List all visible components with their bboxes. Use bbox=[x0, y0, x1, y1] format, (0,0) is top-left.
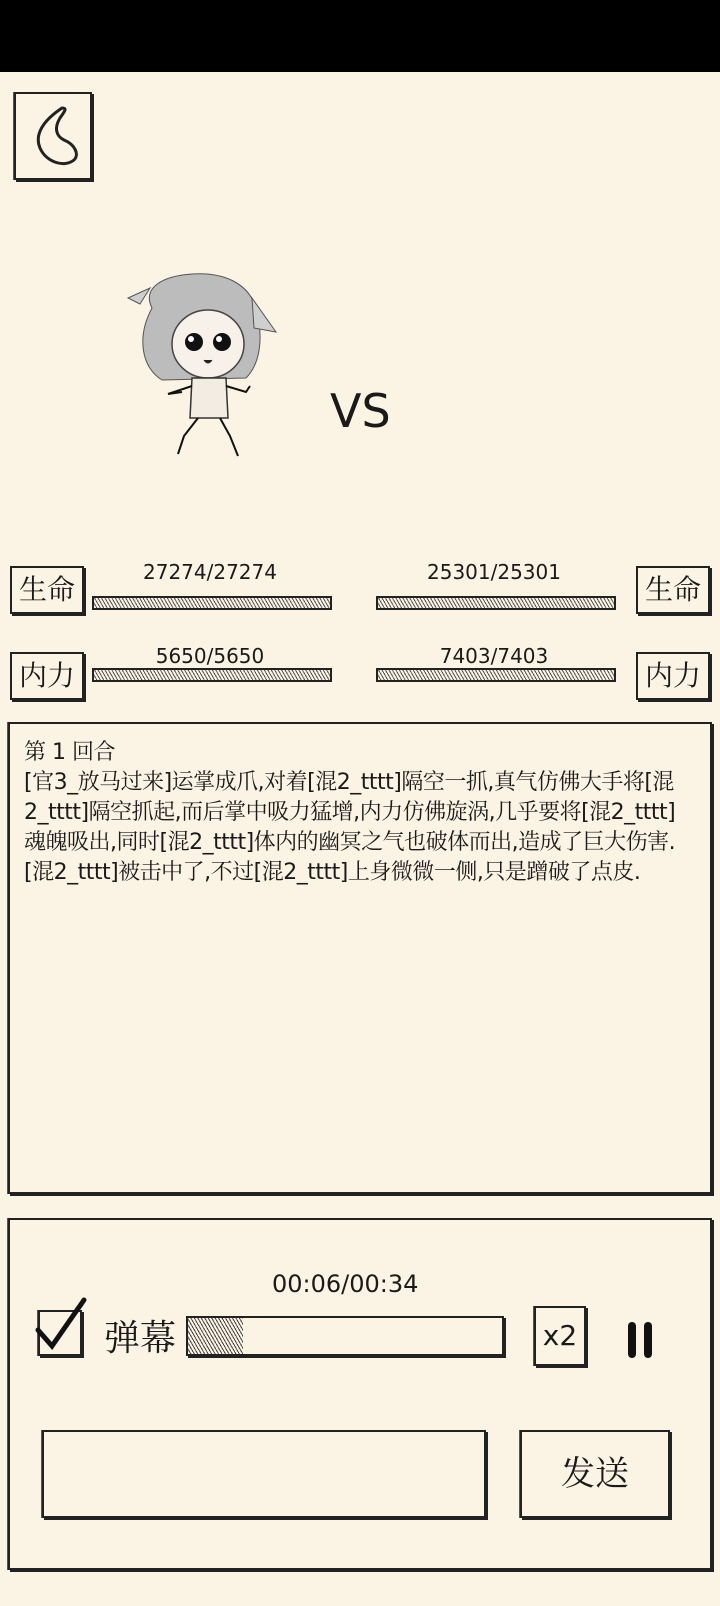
speed-button[interactable]: x2 bbox=[534, 1306, 586, 1366]
right-hp-label: 生命 bbox=[636, 566, 710, 614]
right-hp-bar bbox=[376, 596, 616, 610]
back-button[interactable] bbox=[14, 92, 92, 180]
pause-icon bbox=[628, 1322, 636, 1358]
send-button[interactable]: 发送 bbox=[520, 1430, 670, 1518]
pause-icon bbox=[644, 1322, 652, 1358]
right-hp-value: 25301/25301 bbox=[427, 560, 561, 584]
left-mp-label: 内力 bbox=[10, 652, 84, 700]
player-character-avatar bbox=[122, 268, 282, 478]
pause-button[interactable] bbox=[626, 1322, 656, 1358]
chat-input-box[interactable] bbox=[42, 1430, 486, 1518]
chat-input[interactable] bbox=[44, 1432, 484, 1516]
log-round-title: 第 1 回合 bbox=[24, 740, 115, 765]
log-line: [官3_放马过来]运掌成爪,对着[混2_tttt]隔空一抓,真气仿佛大手将[混2_tttt]隔空抓起,而后掌中吸力猛增,内力仿佛旋涡,几乎要将[混2_tttt]魂魄吸出,同时[混2_tttt]体内的幽冥之气也破体而出,造成了巨大伤害. bbox=[24, 770, 676, 855]
left-mp-value: 5650/5650 bbox=[155, 644, 265, 668]
back-arrow-icon bbox=[24, 102, 86, 174]
playback-progress-fill bbox=[188, 1318, 243, 1354]
battle-log[interactable] bbox=[8, 722, 712, 1194]
left-mp-bar bbox=[92, 668, 332, 682]
right-mp-value: 7403/7403 bbox=[439, 644, 549, 668]
right-mp-bar bbox=[376, 668, 616, 682]
left-hp-label: 生命 bbox=[10, 566, 84, 614]
check-icon bbox=[30, 1296, 90, 1356]
left-hp-value: 27274/27274 bbox=[143, 560, 277, 584]
right-mp-label: 内力 bbox=[636, 652, 710, 700]
left-hp-bar bbox=[92, 596, 332, 610]
log-line: [混2_tttt]被击中了,不过[混2_tttt]上身微微一侧,只是蹭破了点皮. bbox=[24, 860, 641, 885]
danmu-label: 弹幕 bbox=[104, 1318, 177, 1359]
playback-time: 00:06/00:34 bbox=[272, 1270, 419, 1298]
playback-progress-bar[interactable] bbox=[186, 1316, 504, 1356]
status-bar bbox=[0, 0, 720, 72]
vs-text: VS bbox=[330, 384, 391, 438]
